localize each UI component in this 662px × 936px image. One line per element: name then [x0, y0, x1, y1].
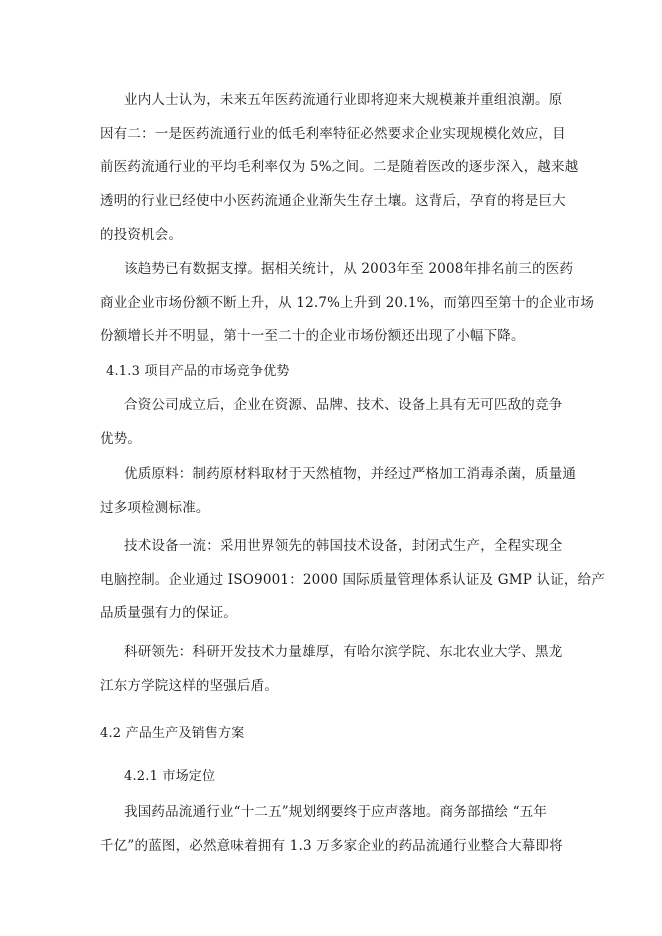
text-line: 品质量强有力的保证。	[100, 605, 237, 621]
text-line: 科研领先：科研开发技术力量雄厚，有哈尔滨学院、东北农业大学、黑龙	[124, 644, 563, 660]
text-line: 前医药流通行业的平均毛利率仅为 5%之间。二是随着医改的逐步深入，越来越	[100, 159, 579, 175]
text-line: 千亿”的蓝图，必然意味着拥有 1.3 万多家企业的药品流通行业整合大幕即将	[100, 838, 563, 854]
text-line: 电脑控制。企业通过 ISO9001：2000 国际质量管理体系认证及 GMP 认证，给产	[100, 572, 606, 588]
text-line: 份额增长并不明显，第十一至二十的企业市场份额还出现了小幅下降。	[100, 328, 525, 344]
text-line: 优质原料：制药原材料取材于天然植物，并经过严格加工消毒杀菌，质量通	[124, 466, 577, 482]
section-heading-4-2: 4.2 产品生产及销售方案	[100, 726, 245, 741]
section-heading-4-2-1: 4.2.1 市场定位	[124, 769, 216, 784]
text-line: 合资公司成立后，企业在资源、品牌、技术、设备上具有无可匹敌的竞争	[124, 397, 563, 413]
text-line: 该趋势已有数据支撑。据相关统计，从 2003年至 2008年排名前三的医药	[124, 261, 574, 277]
text-line: 过多项检测标准。	[100, 500, 210, 516]
section-heading-4-1-3: 4.1.3 项目产品的市场竞争优势	[106, 364, 290, 379]
text-line: 技术设备一流：采用世界领先的韩国技术设备，封闭式生产，全程实现全	[124, 538, 563, 554]
text-line: 我国药品流通行业“十二五”规划纲要终于应声落地。商务部描绘 “五年	[124, 804, 548, 820]
text-line: 江东方学院这样的坚强后盾。	[100, 678, 279, 694]
text-line: 因有二：一是医药流通行业的低毛利率特征必然要求企业实现规模化效应，目	[100, 126, 566, 142]
text-line: 业内人士认为，未来五年医药流通行业即将迎来大规模兼并重组浪潮。原	[124, 92, 563, 108]
text-line: 优势。	[100, 431, 142, 447]
text-line: 商业企业市场份额不断上升，从 12.7%上升到 20.1%，而第四至第十的企业市场	[100, 295, 595, 311]
text-line: 的投资机会。	[100, 227, 183, 243]
text-line: 透明的行业已经使中小医药流通企业渐失生存土壤。这背后，孕育的将是巨大	[100, 193, 566, 209]
